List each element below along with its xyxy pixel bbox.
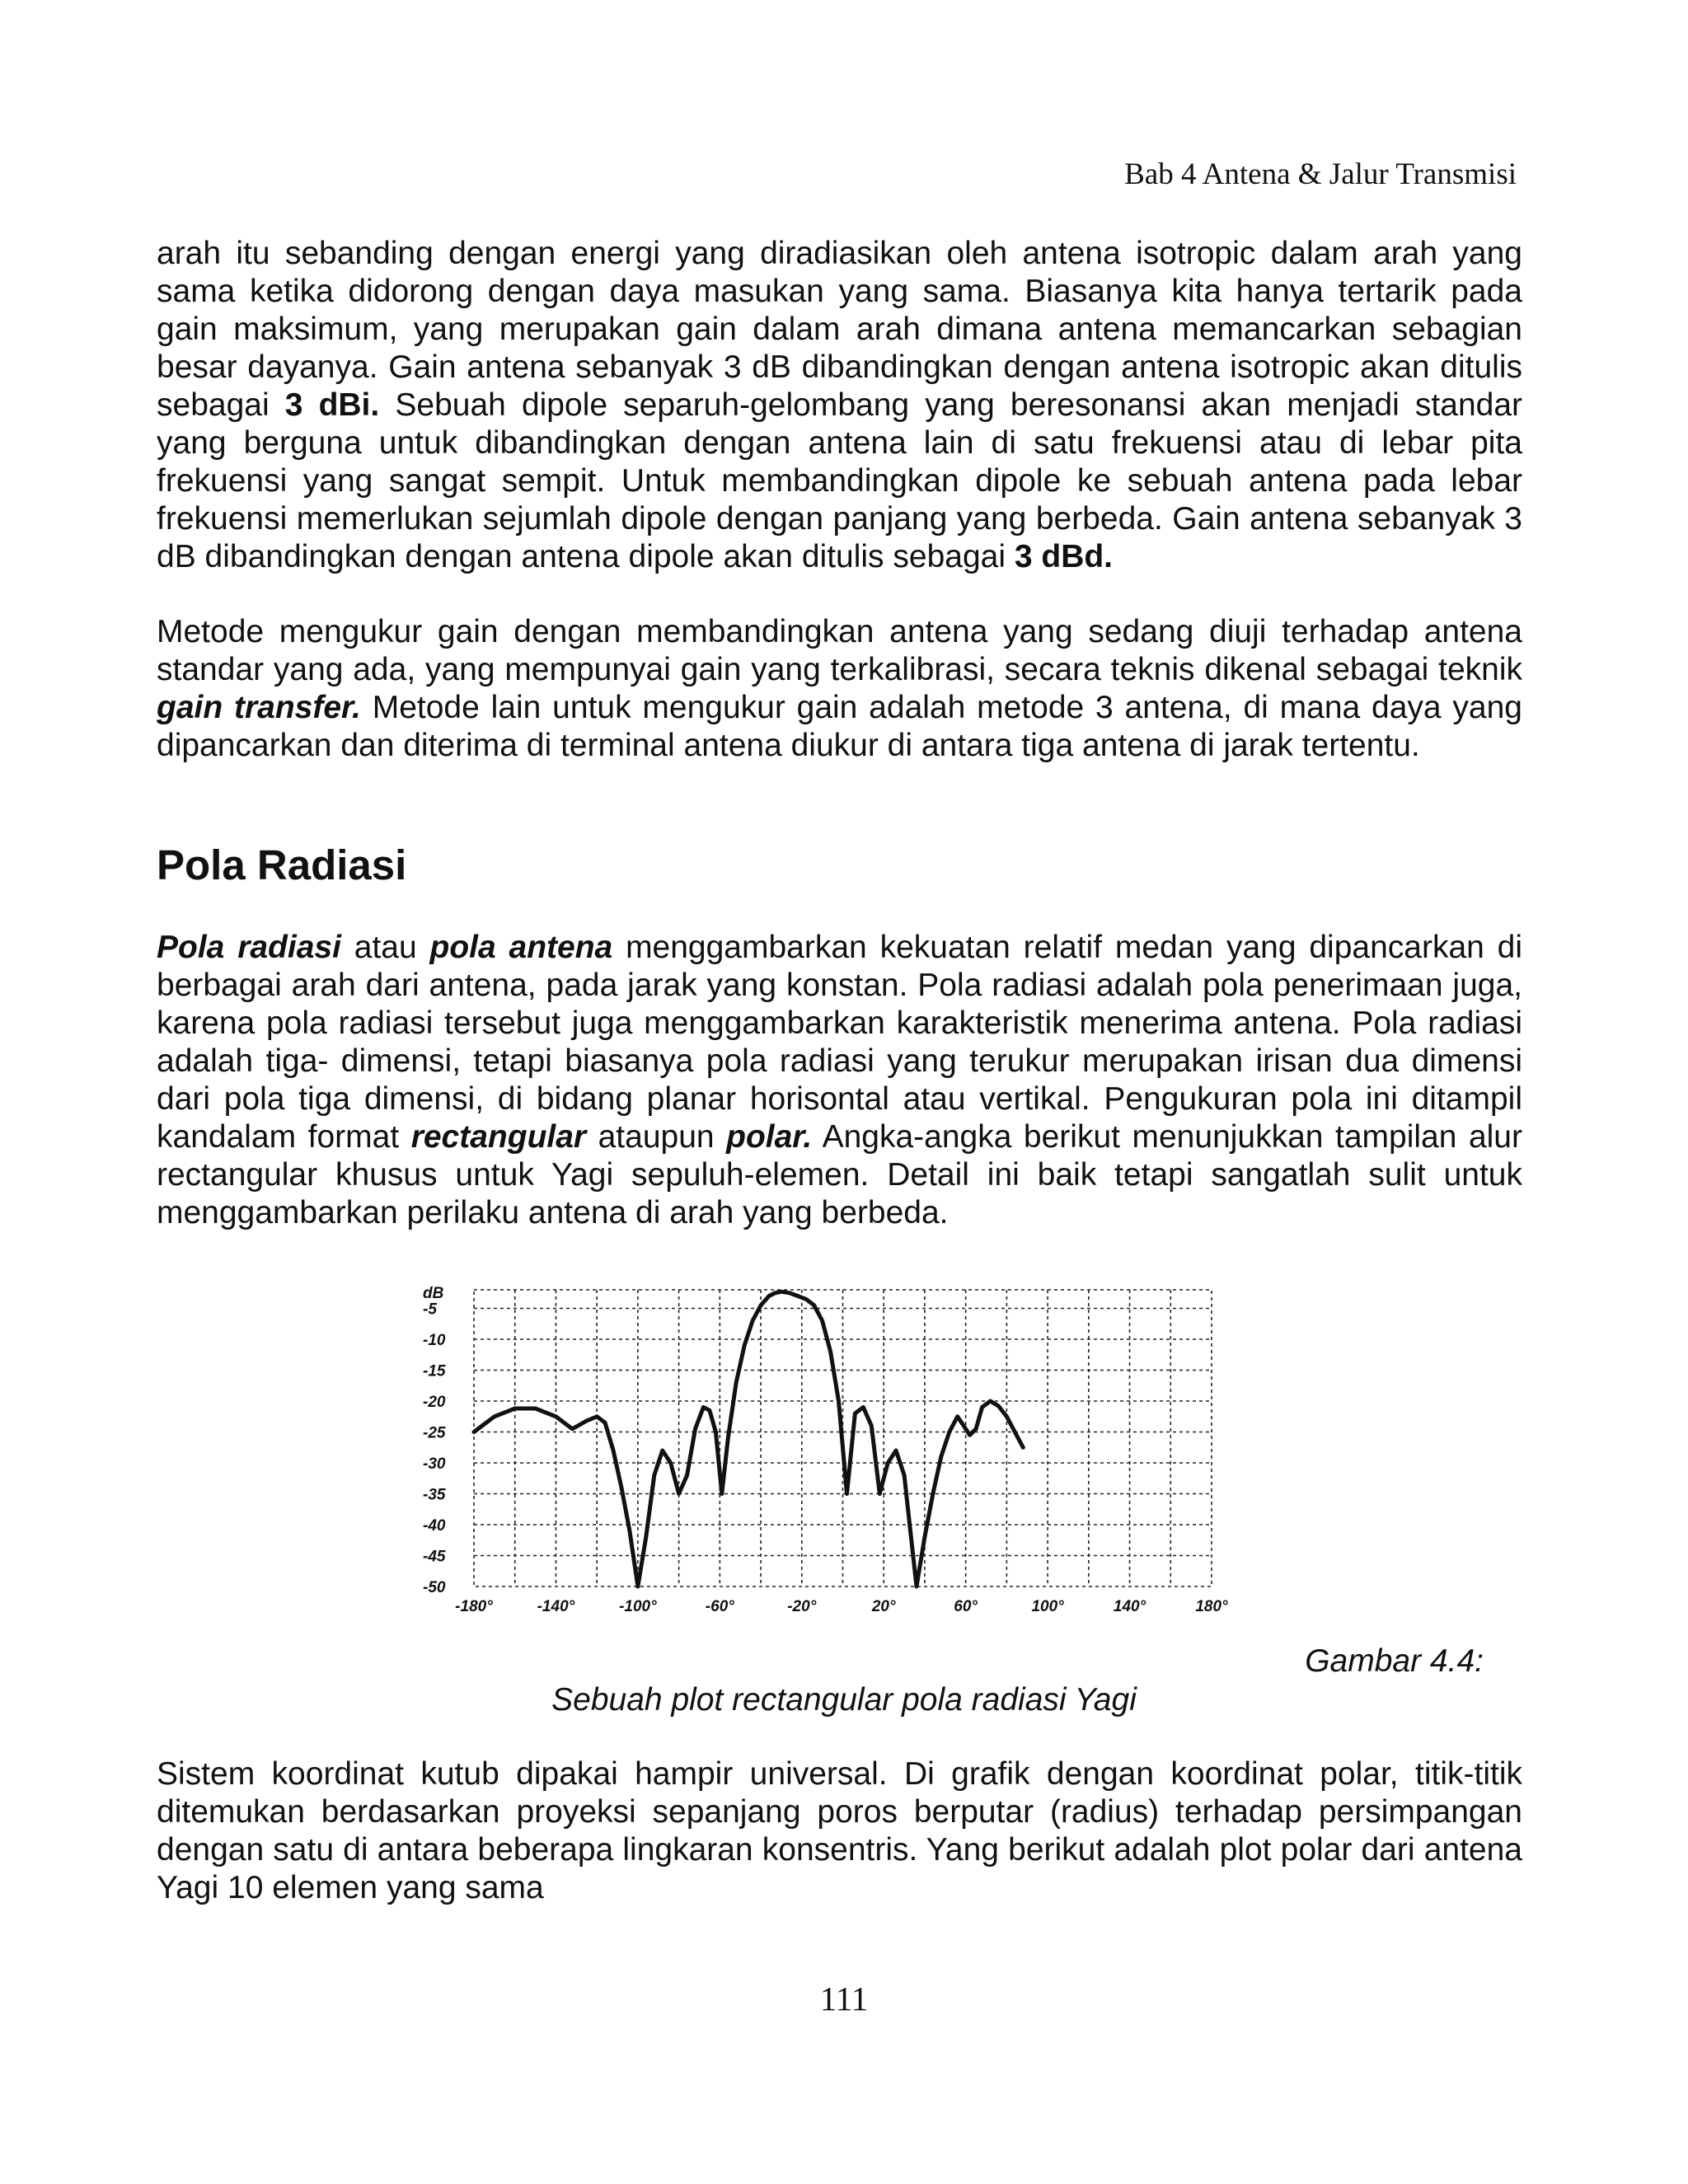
text-run: Metode mengukur gain dengan membandingkan antena yang sedang diuji terhadap antena standar yang ada, yang mempunyai gain yang terkalibrasi, secara teknis dikenal sebagai teknik	[157, 614, 1522, 687]
emphasis-run: Pola radiasi	[157, 930, 341, 965]
emphasis-run: 3 dBi.	[284, 387, 380, 423]
text-run: Sebuah dipole separuh-gelombang yang beresonansi akan menjadi standar yang berguna untuk dibandingkan dengan antena lain di satu frekuensi atau di lebar pita frekuensi yang sangat sempit. Untuk membandingkan dipole ke sebuah antena pada lebar frekuensi memerlukan sejumlah dipole dengan panjang yang berbeda. Gain antena sebanyak 3 dB dibandingkan dengan antena dipole akan ditulis sebagai	[157, 387, 1523, 574]
y-tick-label: -5	[423, 1301, 437, 1319]
text-run: ataupun	[586, 1119, 727, 1155]
emphasis-run: polar.	[726, 1119, 813, 1155]
figure-caption-label: Gambar 4.4:	[1305, 1643, 1484, 1679]
figure-caption-text: Sebuah plot rectangular pola radiasi Yagi	[551, 1682, 1137, 1718]
body-paragraph-radiation-pattern	[157, 929, 1522, 1232]
text-run: Sistem koordinat kutub dipakai hampir universal. Di grafik dengan koordinat polar, titik-titik ditemukan berdasarkan proyeksi sepanjang poros berputar (radius) terhadap persimpangan dengan satu di antara beberapa lingkaran konsentris. Yang berikut adalah plot polar dari antena Yagi 10 elemen yang sama	[157, 1756, 1522, 1905]
y-tick-label: -30	[423, 1455, 446, 1473]
rectangular-plot-figure	[408, 1273, 1265, 1628]
y-tick-label: -25	[423, 1424, 446, 1442]
x-tick-label: 180°	[1195, 1598, 1228, 1615]
y-tick-label: -40	[423, 1517, 446, 1535]
emphasis-run: pola antena	[429, 930, 613, 965]
text-run: atau	[340, 930, 430, 965]
y-axis-label: dB	[423, 1285, 444, 1302]
x-tick-label: -100°	[619, 1598, 657, 1615]
y-tick-label: -45	[423, 1548, 446, 1566]
text-run: Metode lain untuk mengukur gain adalah metode 3 antena, di mana daya yang dipancarkan dan diterima di terminal antena diukur di antara tiga antena di jarak tertentu.	[157, 690, 1522, 763]
emphasis-run: gain transfer.	[157, 690, 361, 725]
x-tick-label: 140°	[1113, 1598, 1146, 1615]
y-tick-label: -20	[423, 1394, 446, 1411]
text-run: Angka-angka berikut menunjukkan tampilan alur rectangular khusus untuk Yagi sepuluh-elemen. Detail ini baik tetapi sangatlah sulit untuk menggambarkan perilaku antena di arah yang berbeda.	[157, 1119, 1522, 1230]
y-tick-label: -15	[423, 1362, 446, 1380]
section-heading: Pola Radiasi	[157, 841, 407, 888]
x-tick-label: -60°	[705, 1598, 734, 1615]
page-number: 111	[819, 1980, 869, 2018]
x-tick-label: 100°	[1031, 1598, 1064, 1615]
x-tick-label: 20°	[871, 1598, 896, 1615]
body-paragraph-gain-transfer	[157, 613, 1522, 765]
y-tick-label: -35	[423, 1486, 446, 1504]
x-tick-label: 60°	[954, 1598, 978, 1615]
body-paragraph-gain	[157, 235, 1522, 576]
x-tick-label: -140°	[537, 1598, 575, 1615]
body-paragraph-polar	[157, 1755, 1522, 1907]
x-tick-label: -180°	[455, 1598, 493, 1615]
text-run: menggambarkan kekuatan relatif medan yang dipancarkan di berbagai arah dari antena, pada jarak yang konstan. Pola radiasi adalah pola penerimaan juga, karena pola radiasi tersebut juga menggambarkan karakteristik menerima antena. Pola radiasi adalah tiga- dimensi, tetapi biasanya pola radiasi yang terukur merupakan irisan dua dimensi dari pola tiga dimensi, di bidang planar horisontal atau vertikal. Pengukuran pola ini ditampil kandalam format	[157, 930, 1523, 1155]
y-tick-label: -10	[423, 1332, 446, 1349]
emphasis-run: rectangular	[410, 1119, 587, 1155]
y-tick-label: -50	[423, 1579, 446, 1596]
emphasis-run: 3 dBd.	[1014, 539, 1114, 574]
running-head: Bab 4 Antena & Jalur Transmisi	[1124, 157, 1517, 191]
radiation-pattern-chart	[408, 1273, 1265, 1628]
x-tick-label: -20°	[787, 1598, 817, 1615]
text-run: arah itu sebanding dengan energi yang diradiasikan oleh antena isotropic dalam arah yang sama ketika didorong dengan daya masukan yang sama. Biasanya kita hanya tertarik pada gain maksimum, yang merupakan gain dalam arah dimana antena memancarkan sebagian besar dayanya. Gain antena sebanyak 3 dB dibandingkan dengan antena isotropic akan ditulis sebagai	[157, 236, 1522, 423]
